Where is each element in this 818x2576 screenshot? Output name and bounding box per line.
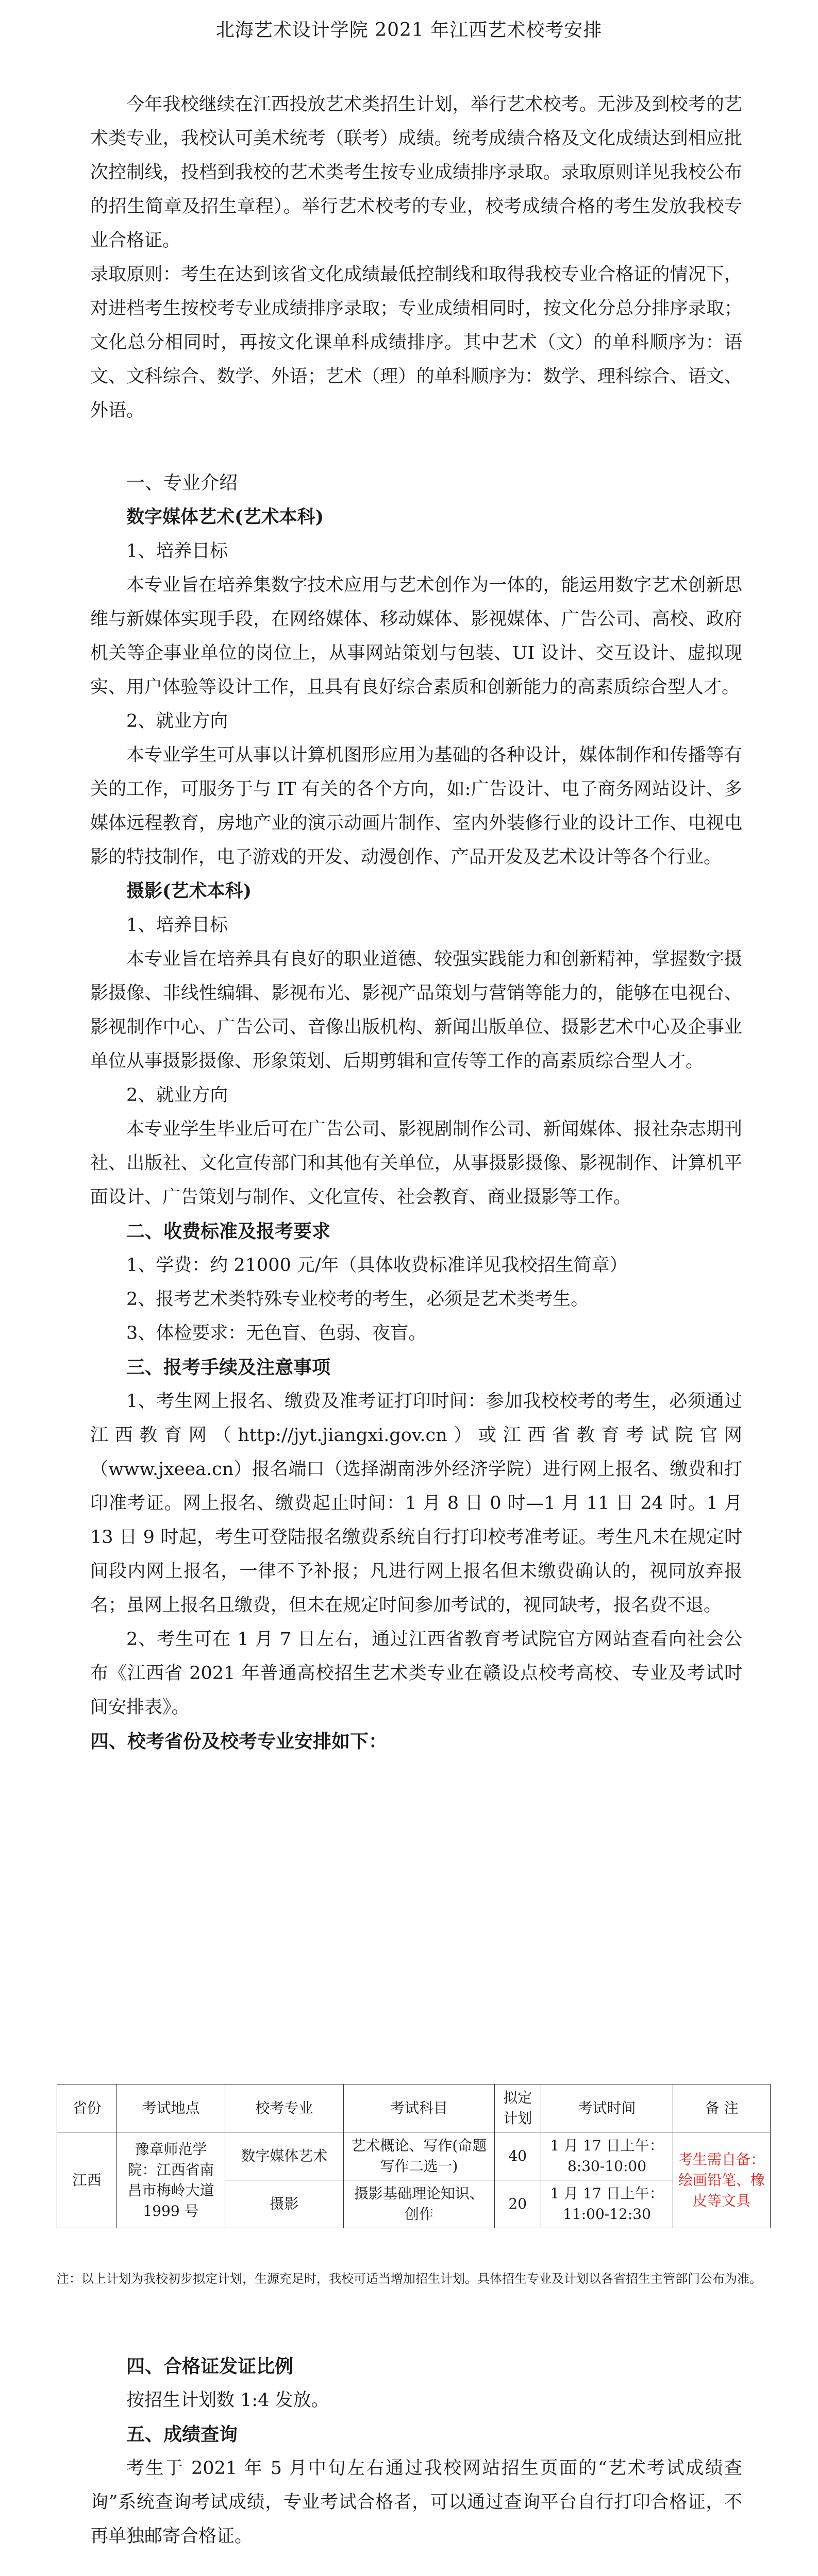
col-header: 省份 bbox=[57, 2084, 117, 2132]
section-heading-schedule: 四、校考省份及校考专业安排如下： bbox=[90, 1731, 388, 1752]
location-cell: 豫章师范学院：江西省南昌市梅岭大道 1999 号 bbox=[117, 2132, 225, 2228]
goal-text: 本专业旨在培养具有良好的职业道德、较强实践能力和创新精神，掌握数字摄影摄像、非线性编辑、影视布光、影视产品策划与营销等能力的，能够在电视台、影视制作中心、广告公司、音像出版机构、新闻出版单位、摄影艺术中心及企事业单位从事摄影摄像、形象策划、后期剪辑和宣传等工作的高素质综合型人才。 bbox=[90, 949, 742, 1072]
section-heading-fees: 二、收费标准及报考要求 bbox=[126, 1221, 331, 1242]
remark-cell: 考生需自备：绘画铅笔、橡皮等文具 bbox=[673, 2132, 771, 2228]
career-text: 本专业学生毕业后可在广告公司、影视剧制作公司、新闻媒体、报社杂志期刊社、出版社、文化宣传部门和其他有关单位，从事摄影摄像、影视制作、计算机平面设计、广告策划与制作、文化宣传、社会教育、商业摄影等工作。 bbox=[90, 1119, 742, 1208]
subject-cell: 艺术概论、写作(命题写作二选一) bbox=[344, 2132, 495, 2180]
schedule-table-wrap bbox=[57, 2084, 771, 2228]
intro-paragraph-1: 今年我校继续在江西投放艺术类招生计划，举行艺术校考。无涉及到校考的艺术类专业，我校认可美术统考（联考）成绩。统考成绩合格及文化成绩达到相应批次控制线，投档到我校的艺术类考生按专业成绩排序录取。录取原则详见我校公布的招生简章及招生章程）。举行艺术校考的专业，校考成绩合格的考生发放我校专业合格证。 bbox=[90, 94, 742, 251]
major-name-digital-media: 数字媒体艺术(艺术本科) bbox=[126, 506, 324, 528]
col-header: 校考专业 bbox=[225, 2084, 343, 2132]
table-note: 注：以上计划为我校初步拟定计划，生源充足时，我校可适当增加招生计划。具体招生专业及计划以各省招生主管部门公布为准。 bbox=[57, 2272, 762, 2286]
time-cell: 1 月 17 日上午：11:00-12:30 bbox=[541, 2180, 673, 2228]
goal-label: 1、培养目标 bbox=[126, 915, 228, 936]
col-header: 拟定计划 bbox=[494, 2084, 541, 2132]
goal-label: 1、培养目标 bbox=[126, 541, 228, 562]
career-label: 2、就业方向 bbox=[126, 711, 228, 732]
plan-cell: 20 bbox=[494, 2180, 541, 2228]
plan-cell: 40 bbox=[494, 2132, 541, 2180]
intro-paragraph-2: 录取原则：考生在达到该省文化成绩最低控制线和取得我校专业合格证的情况下，对进档考生按校考专业成绩排序录取；专业成绩相同时，按文化分总分排序录取；文化总分相同时，再按文化课单科成绩排序。其中艺术（文）的单科顺序为：语文、文科综合、数学、外语；艺术（理）的单科顺序为：数学、理科综合、语文、外语。 bbox=[90, 264, 742, 421]
career-text: 本专业学生可从事以计算机图形应用为基础的各种设计，媒体制作和传播等有关的工作，可服务于与 IT 有关的各个方向，如:广告设计、电子商务网站设计、多媒体远程教育，房地产业的演示动画片制作、室内外装修行业的设计工作、电视电影的特技制作，电子游戏的开发、动漫创作、产品开发及艺术设计等各个行业。 bbox=[90, 745, 742, 868]
major-cell: 摄影 bbox=[225, 2180, 343, 2228]
page-title: 北海艺术设计学院 2021 年江西艺术校考安排 bbox=[215, 20, 603, 41]
section-heading-certificate: 四、合格证发证比例 bbox=[126, 2355, 294, 2377]
fee-item: 1、学费：约 21000 元/年（具体收费标准详见我校招生简章） bbox=[126, 1255, 628, 1276]
col-header: 考试科目 bbox=[344, 2084, 495, 2132]
tail-sections bbox=[90, 2349, 742, 2553]
time-cell: 1 月 17 日上午：8:30-10:00 bbox=[541, 2132, 673, 2180]
certificate-text: 按招生计划数 1:4 发放。 bbox=[126, 2390, 329, 2411]
section-heading-majors: 一、专业介绍 bbox=[126, 472, 238, 494]
major-cell: 数字媒体艺术 bbox=[225, 2132, 343, 2180]
results-text: 考生于 2021 年 5 月中旬左右通过我校网站招生页面的“艺术考试成绩查询”系统查询考试成绩，专业考试合格者，可以通过查询平台自行打印合格证，不再单独邮寄合格证。 bbox=[90, 2458, 742, 2547]
fee-item: 2、报考艺术类特殊专业校考的考生，必须是艺术类考生。 bbox=[126, 1289, 589, 1310]
table-header-row bbox=[57, 2084, 771, 2132]
goal-text: 本专业旨在培养集数字技术应用与艺术创作为一体的，能运用数字艺术创新思维与新媒体实现手段，在网络媒体、移动媒体、影视媒体、广告公司、高校、政府机关等企事业单位的岗位上，从事网站策划与包装、UI 设计、交互设计、虚拟现实、用户体验等设计工作，且具有良好综合素质和创新能力的高素质综合型人才。 bbox=[90, 575, 742, 698]
procedure-paragraph-2: 2、考生可在 1 月 7 日左右，通过江西省教育考试院官方网站查看向社会公布《江西省 2021 年普通高校招生艺术类专业在赣设点校考高校、专业及考试时间安排表》。 bbox=[90, 1629, 742, 1718]
major-name-photography: 摄影(艺术本科) bbox=[126, 880, 252, 902]
province-cell: 江西 bbox=[57, 2132, 117, 2228]
subject-cell: 摄影基础理论知识、创作 bbox=[344, 2180, 495, 2228]
intro-block bbox=[90, 88, 742, 428]
table-row bbox=[57, 2132, 771, 2180]
main-sections bbox=[90, 466, 742, 1758]
career-label: 2、就业方向 bbox=[126, 1085, 228, 1106]
col-header: 考试时间 bbox=[541, 2084, 673, 2132]
section-heading-results: 五、成绩查询 bbox=[126, 2424, 238, 2445]
col-header: 考试地点 bbox=[117, 2084, 225, 2132]
col-header: 备 注 bbox=[673, 2084, 771, 2132]
section-heading-procedures: 三、报考手续及注意事项 bbox=[126, 1357, 331, 1378]
procedure-paragraph-1: 1、考生网上报名、缴费及准考证打印时间：参加我校校考的考生，必须通过江西教育网（http://jyt.jiangxi.gov.cn）或江西省教育考试院官网（www.jxeea.cn）报名端口（选择湖南涉外经济学院）进行网上报名、缴费和打印准考证。网上报名、缴费起止时间：1 月 8 日 0 时—1 月 11 日 24 时。1 月 13 日 9 时起，考生可登陆报名缴费系统自行打印校考准考证。考生凡未在规定时间段内网上报名，一律不予补报；凡进行网上报名但未缴费确认的，视同放弃报名；虽网上报名且缴费，但未在规定时间参加考试的，视同缺考，报名费不退。 bbox=[90, 1391, 742, 1616]
schedule-table bbox=[57, 2084, 771, 2228]
fee-item: 3、体检要求：无色盲、色弱、夜盲。 bbox=[126, 1323, 427, 1344]
